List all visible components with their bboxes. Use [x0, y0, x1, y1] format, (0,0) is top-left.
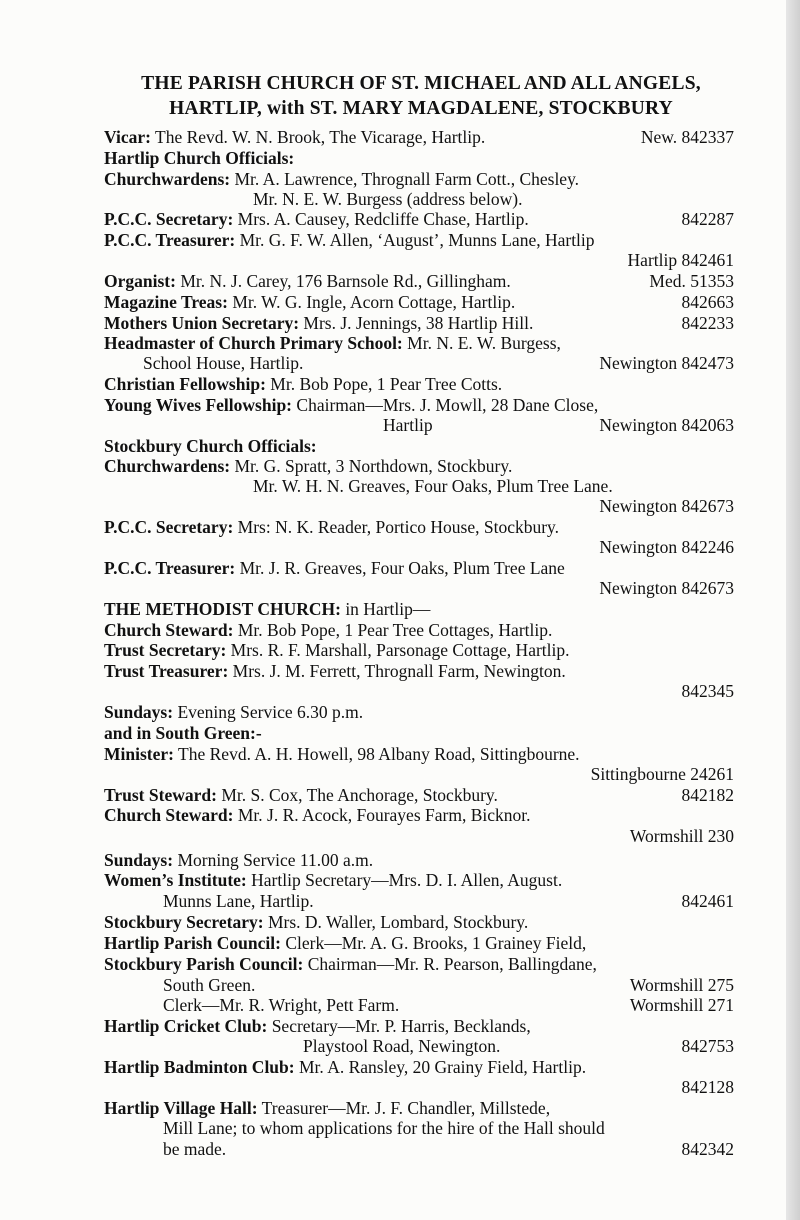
entry-label: Christian Fellowship:	[104, 374, 266, 394]
entry-womens-institute	[104, 870, 734, 890]
entry-text: Mr. G. Spratt, 3 Northdown, Stockbury.	[230, 456, 513, 476]
section-hartlip-officials	[104, 148, 734, 168]
entry-phone: 842461	[681, 891, 734, 911]
entry-text: The Revd. W. N. Brook, The Vicarage, Hartlip.	[150, 127, 486, 147]
entry-text: Mrs: N. K. Reader, Portico House, Stockbury.	[233, 517, 560, 537]
entry-phone: Newington 842063	[599, 415, 734, 435]
entry-stockbury-parish-council	[104, 954, 734, 974]
entry-stockbury-secretary	[104, 912, 734, 932]
entry-label: Stockbury Secretary:	[104, 912, 264, 932]
entry-text: Evening Service 6.30 p.m.	[173, 702, 364, 722]
entry-phone: 842663	[681, 292, 734, 312]
entry-trust-treasurer	[104, 661, 734, 681]
entry-trust-steward	[104, 785, 734, 805]
entry-text: Mr. N. J. Carey, 176 Barnsole Rd., Gillingham.	[175, 271, 511, 291]
entry-pcc-secretary-stockbury	[104, 517, 734, 537]
entry-text: Munns Lane, Hartlip.	[163, 891, 314, 911]
entry-label: Sundays:	[104, 850, 174, 870]
entry-label: Hartlip Cricket Club:	[104, 1016, 268, 1036]
entry-village-hall	[104, 1098, 734, 1118]
entry-sundays-evening	[104, 702, 734, 722]
entry-churchwardens-stockbury	[104, 456, 734, 476]
entry-label: Magazine Treas:	[104, 292, 228, 312]
entry-continuation	[163, 1139, 734, 1159]
entry-text: Mr. J. R. Acock, Fourayes Farm, Bicknor.	[233, 805, 531, 825]
entry-text: Chairman—Mr. R. Pearson, Ballingdane,	[303, 954, 597, 974]
entry-text: Hartlip Secretary—Mrs. D. I. Allen, August.	[246, 870, 563, 890]
entry-phone: Newington 842673	[599, 578, 734, 598]
entry-christian-fellowship	[104, 374, 734, 394]
entry-young-wives	[104, 395, 734, 415]
entry-label: Hartlip Village Hall:	[104, 1098, 258, 1118]
entry-label: Mothers Union Secretary:	[104, 313, 300, 333]
entry-text: Mr. Bob Pope, 1 Pear Tree Cottages, Hartlip.	[233, 620, 553, 640]
entry-text: Clerk—Mr. R. Wright, Pett Farm.	[163, 995, 400, 1015]
entry-phone: 842342	[681, 1139, 734, 1159]
entry-continuation	[253, 476, 734, 496]
section-south-green	[104, 723, 734, 743]
entry-organist	[104, 271, 734, 291]
entry-phone: 842345	[681, 681, 734, 701]
entry-continuation	[163, 1118, 734, 1138]
entry-phone: 842233	[681, 313, 734, 333]
entry-text: Mr. Bob Pope, 1 Pear Tree Cotts.	[265, 374, 503, 394]
entry-continuation	[253, 189, 734, 209]
entry-phone: New. 842337	[640, 127, 734, 147]
heading-line-2: HARTLIP, with ST. MARY MAGDALENE, STOCKBURY	[169, 98, 673, 119]
entry-phone: 842182	[681, 785, 734, 805]
entry-label: Vicar:	[104, 127, 151, 147]
entry-pcc-treasurer-stockbury	[104, 558, 734, 578]
entry-label: Stockbury Church Officials:	[104, 436, 317, 456]
entry-text: Mr. W. H. N. Greaves, Four Oaks, Plum Tree Lane.	[253, 476, 613, 496]
entry-phone: Newington 842246	[599, 537, 734, 557]
entry-pcc-secretary-hartlip	[104, 209, 734, 229]
entry-text: Mr. A. Ransley, 20 Grainy Field, Hartlip.	[294, 1057, 587, 1077]
entry-text: Mill Lane; to whom applications for the hire of the Hall should	[163, 1118, 605, 1138]
entry-label: Young Wives Fellowship:	[104, 395, 293, 415]
entry-text: Chairman—Mrs. J. Mowll, 28 Dane Close,	[292, 395, 599, 415]
entry-text: School House, Hartlip.	[143, 353, 304, 373]
entry-text: in Hartlip—	[340, 599, 431, 619]
entry-label: Churchwardens:	[104, 456, 231, 476]
entry-label: Hartlip Badminton Club:	[104, 1057, 295, 1077]
entry-label: Sundays:	[104, 702, 174, 722]
entry-text: Hartlip	[383, 415, 433, 435]
entry-churchwardens-hartlip	[104, 169, 734, 189]
entry-label: Church Steward:	[104, 620, 234, 640]
entry-mothers-union	[104, 313, 734, 333]
entry-text: be made.	[163, 1139, 227, 1159]
entry-text: Mr. N. E. W. Burgess,	[402, 333, 561, 353]
entry-label: Hartlip Church Officials:	[104, 148, 295, 168]
entry-trust-secretary	[104, 640, 734, 660]
entry-minister	[104, 744, 734, 764]
entry-phone: Sittingbourne 24261	[590, 764, 734, 784]
entry-cricket-club	[104, 1016, 734, 1036]
entry-text: South Green.	[163, 975, 256, 995]
entry-phone: Wormshill 275	[629, 975, 734, 995]
entry-label: Women’s Institute:	[104, 870, 247, 890]
entry-text: Mr. N. E. W. Burgess (address below).	[253, 189, 523, 209]
entry-text: Mrs. R. F. Marshall, Parsonage Cottage, Hartlip.	[226, 640, 570, 660]
entry-church-steward-hartlip	[104, 620, 734, 640]
entry-text: Mrs. D. Waller, Lombard, Stockbury.	[263, 912, 529, 932]
entry-label: and in South Green:-	[104, 723, 262, 743]
entry-label: THE METHODIST CHURCH:	[104, 599, 341, 619]
entry-badminton-club	[104, 1057, 734, 1077]
entry-continuation	[303, 1036, 734, 1056]
entry-text: Mr. W. G. Ingle, Acorn Cottage, Hartlip.	[227, 292, 516, 312]
entry-label: Hartlip Parish Council:	[104, 933, 281, 953]
entry-text: Secretary—Mr. P. Harris, Becklands,	[267, 1016, 531, 1036]
entry-hartlip-parish-council	[104, 933, 734, 953]
entry-phone: Wormshill 230	[629, 826, 734, 846]
entry-text: Mr. J. R. Greaves, Four Oaks, Plum Tree Lane	[235, 558, 565, 578]
entry-continuation	[383, 415, 734, 435]
entry-label: Minister:	[104, 744, 174, 764]
entry-phone: 842287	[681, 209, 734, 229]
entry-label: P.C.C. Treasurer:	[104, 230, 236, 250]
entry-phone: Med. 51353	[649, 271, 734, 291]
entry-continuation	[143, 353, 734, 373]
entry-phone: Newington 842673	[599, 496, 734, 516]
entry-text: Mrs. A. Causey, Redcliffe Chase, Hartlip.	[233, 209, 529, 229]
entry-text: Clerk—Mr. A. G. Brooks, 1 Grainey Field,	[280, 933, 587, 953]
entry-continuation	[163, 975, 734, 995]
entry-text: Mr. S. Cox, The Anchorage, Stockbury.	[216, 785, 498, 805]
entry-text: Mrs. J. M. Ferrett, Thrognall Farm, Newington.	[228, 661, 566, 681]
entry-label: Trust Secretary:	[104, 640, 227, 660]
entry-label: Organist:	[104, 271, 176, 291]
entry-phone: Hartlip 842461	[627, 250, 734, 270]
entry-label: Headmaster of Church Primary School:	[104, 333, 403, 353]
entry-text: Treasurer—Mr. J. F. Chandler, Millstede,	[257, 1098, 551, 1118]
section-stockbury-officials	[104, 436, 734, 456]
entry-phone: Newington 842473	[599, 353, 734, 373]
entry-label: Stockbury Parish Council:	[104, 954, 304, 974]
entry-label: Church Steward:	[104, 805, 234, 825]
entry-label: Trust Steward:	[104, 785, 217, 805]
entry-text: Morning Service 11.00 a.m.	[173, 850, 374, 870]
entry-sundays-morning	[104, 850, 734, 870]
entry-phone: Wormshill 271	[629, 995, 734, 1015]
entry-text: Mr. G. F. W. Allen, ‘August’, Munns Lane, Hartlip	[235, 230, 595, 250]
entry-label: Trust Treasurer:	[104, 661, 229, 681]
entry-pcc-treasurer-hartlip	[104, 230, 734, 250]
entry-vicar	[104, 127, 734, 147]
entry-text: The Revd. A. H. Howell, 98 Albany Road, Sittingbourne.	[173, 744, 580, 764]
entry-church-steward-south-green	[104, 805, 734, 825]
entry-label: P.C.C. Secretary:	[104, 517, 234, 537]
entry-label: Churchwardens:	[104, 169, 231, 189]
entry-phone: 842128	[681, 1077, 734, 1097]
entry-continuation	[163, 995, 734, 1015]
page-edge-shadow	[786, 0, 800, 1220]
entry-text: Mrs. J. Jennings, 38 Hartlip Hill.	[299, 313, 534, 333]
entry-text: Playstool Road, Newington.	[303, 1036, 501, 1056]
entry-magazine-treas	[104, 292, 734, 312]
entry-text: Mr. A. Lawrence, Thrognall Farm Cott., Chesley.	[230, 169, 580, 189]
entry-phone: 842753	[681, 1036, 734, 1056]
entry-label: P.C.C. Secretary:	[104, 209, 234, 229]
heading-line-1: THE PARISH CHURCH OF ST. MICHAEL AND ALL ANGELS,	[141, 73, 701, 94]
entry-label: P.C.C. Treasurer:	[104, 558, 236, 578]
entry-headmaster	[104, 333, 734, 353]
section-methodist-church	[104, 599, 734, 619]
entry-continuation	[163, 891, 734, 911]
